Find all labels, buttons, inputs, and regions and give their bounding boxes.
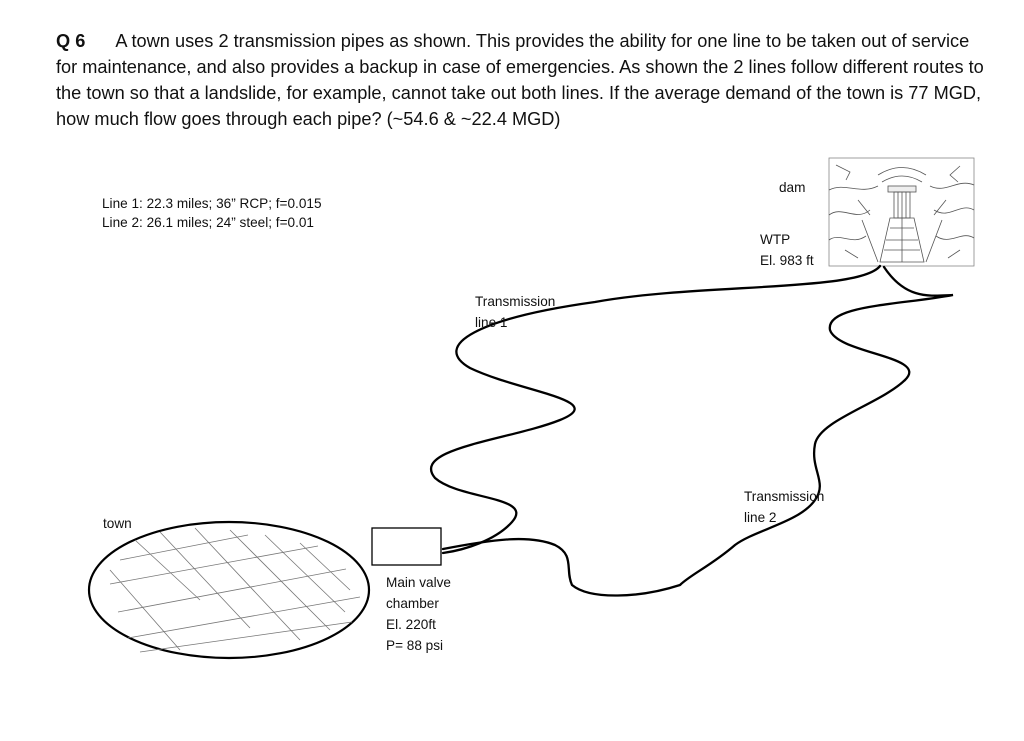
line1-label-line-a: Transmission bbox=[475, 294, 556, 309]
valve-label-line-1: Main valve bbox=[386, 575, 451, 590]
dam-sketch bbox=[829, 158, 974, 266]
valve-pressure: P= 88 psi bbox=[386, 638, 444, 653]
question-body: A town uses 2 transmission pipes as shown. This provides the ability for one line to be taken out of service for maintenance, and also provides a backup in case of emergencies. As shown the 2 lines follow different routes to the town so that a landslide, for example, cannot take out both lines. If the average demand of the town is 77 MGD, how much flow goes through each pipe? (~54.6 & ~22.4 MGD) bbox=[56, 31, 984, 129]
valve-chamber-label bbox=[386, 572, 451, 656]
line2-label-line-b: line 2 bbox=[744, 510, 777, 525]
line1-label-line-b: line 1 bbox=[475, 315, 508, 330]
town-ellipse bbox=[89, 522, 369, 658]
line2-spec: Line 2: 26.1 miles; 24” steel; f=0.01 bbox=[102, 215, 314, 230]
wtp-elevation: El. 983 ft bbox=[760, 253, 814, 268]
line2-label bbox=[744, 486, 824, 528]
question-number: Q 6 bbox=[56, 31, 86, 51]
dam-label: dam bbox=[779, 180, 806, 195]
valve-label-line-2: chamber bbox=[386, 596, 439, 611]
main-valve-chamber-box bbox=[372, 528, 441, 565]
line1-label bbox=[475, 291, 555, 333]
wtp-name: WTP bbox=[760, 232, 791, 247]
wtp-label bbox=[760, 229, 814, 271]
valve-elevation: El. 220ft bbox=[386, 617, 436, 632]
town-label: town bbox=[103, 516, 132, 531]
line2-label-line-a: Transmission bbox=[744, 489, 825, 504]
line1-spec: Line 1: 22.3 miles; 36” RCP; f=0.015 bbox=[102, 196, 322, 211]
